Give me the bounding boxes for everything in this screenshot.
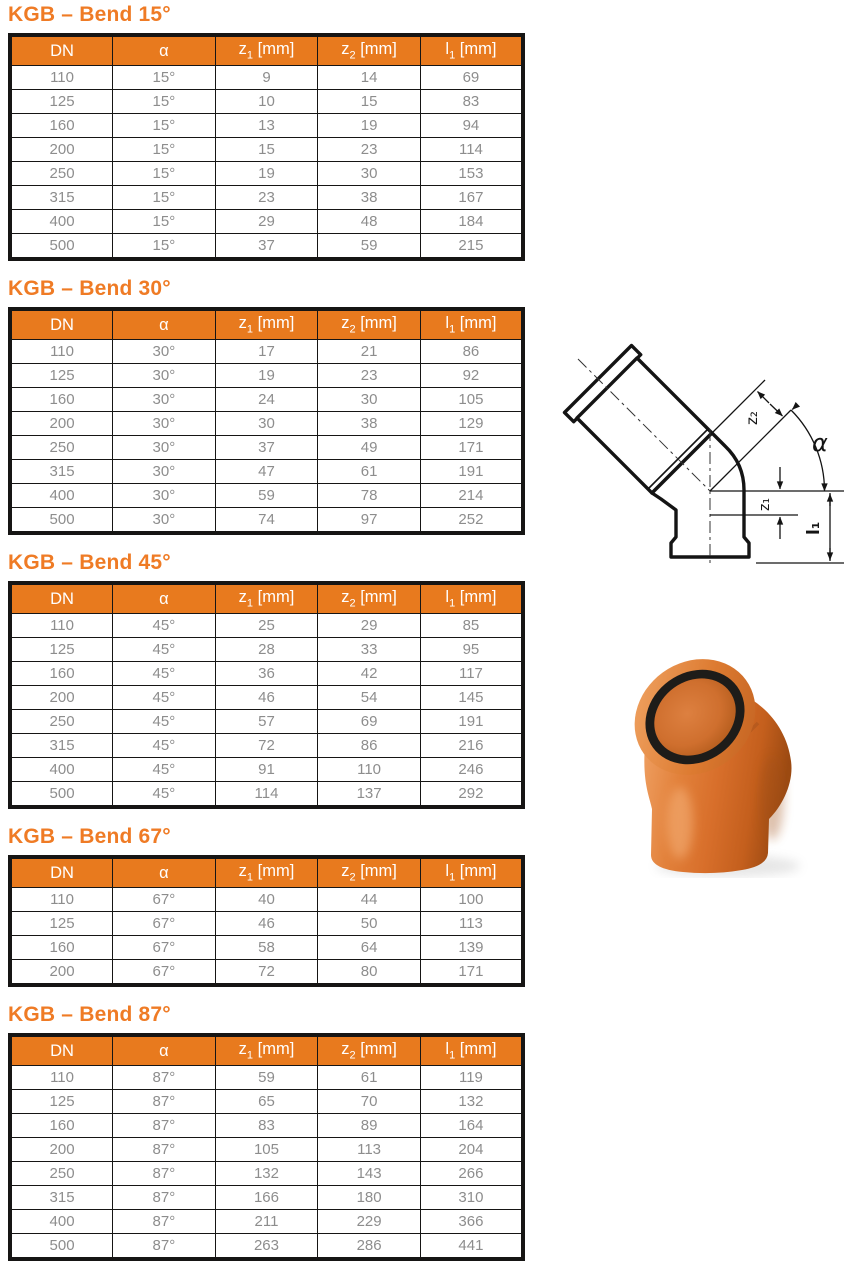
table-cell: 110 bbox=[10, 340, 113, 364]
table-cell: 139 bbox=[420, 936, 523, 960]
table-row bbox=[10, 912, 523, 936]
table-cell: 58 bbox=[215, 936, 318, 960]
table-cell: 30 bbox=[215, 412, 318, 436]
table-cell: 17 bbox=[215, 340, 318, 364]
table-cell: 252 bbox=[420, 508, 523, 534]
table-cell: 125 bbox=[10, 1090, 113, 1114]
column-header: $l_1$ [mm] bbox=[420, 583, 523, 614]
section-bend-67 bbox=[8, 825, 525, 987]
table-row bbox=[10, 138, 523, 162]
table-cell: 15 bbox=[318, 90, 421, 114]
table-cell: 110 bbox=[318, 758, 421, 782]
table-cell: 171 bbox=[420, 436, 523, 460]
table-cell: 366 bbox=[420, 1210, 523, 1234]
table-cell: 45° bbox=[113, 614, 216, 638]
column-header: $l_1$ [mm] bbox=[420, 857, 523, 888]
section-title: KGB – Bend 87° bbox=[8, 1003, 171, 1026]
table-cell: 95 bbox=[420, 638, 523, 662]
table-cell: 30° bbox=[113, 436, 216, 460]
column-header: $l_1$ [mm] bbox=[420, 35, 523, 66]
table-cell: 500 bbox=[10, 508, 113, 534]
column-header: $z_2$ [mm] bbox=[318, 1035, 421, 1066]
table-row bbox=[10, 1162, 523, 1186]
table-cell: 204 bbox=[420, 1138, 523, 1162]
table-cell: 125 bbox=[10, 90, 113, 114]
header-row bbox=[10, 309, 523, 340]
table-cell: 191 bbox=[420, 710, 523, 734]
table-cell: 61 bbox=[318, 1066, 421, 1090]
table-cell: 25 bbox=[215, 614, 318, 638]
table-row bbox=[10, 364, 523, 388]
table-row bbox=[10, 436, 523, 460]
table-cell: 19 bbox=[215, 162, 318, 186]
table-cell: 110 bbox=[10, 66, 113, 90]
table-cell: 19 bbox=[215, 364, 318, 388]
table-cell: 125 bbox=[10, 364, 113, 388]
table-cell: 69 bbox=[420, 66, 523, 90]
table-cell: 10 bbox=[215, 90, 318, 114]
table-cell: 315 bbox=[10, 460, 113, 484]
table-cell: 117 bbox=[420, 662, 523, 686]
table-cell: 250 bbox=[10, 162, 113, 186]
table-cell: 30 bbox=[318, 388, 421, 412]
table-cell: 160 bbox=[10, 114, 113, 138]
table-row bbox=[10, 888, 523, 912]
table-cell: 78 bbox=[318, 484, 421, 508]
table-cell: 200 bbox=[10, 1138, 113, 1162]
label-z1: z₁ bbox=[757, 498, 773, 511]
column-header: DN bbox=[10, 35, 113, 66]
table-cell: 166 bbox=[215, 1186, 318, 1210]
table-cell: 246 bbox=[420, 758, 523, 782]
table-cell: 40 bbox=[215, 888, 318, 912]
table-cell: 23 bbox=[318, 364, 421, 388]
section-bend-30 bbox=[8, 277, 525, 535]
table-cell: 72 bbox=[215, 960, 318, 986]
table-cell: 87° bbox=[113, 1162, 216, 1186]
table-cell: 30° bbox=[113, 484, 216, 508]
table-cell: 67° bbox=[113, 912, 216, 936]
table-cell: 164 bbox=[420, 1114, 523, 1138]
table-cell: 37 bbox=[215, 436, 318, 460]
table-cell: 110 bbox=[10, 1066, 113, 1090]
table-cell: 37 bbox=[215, 234, 318, 260]
table-cell: 250 bbox=[10, 436, 113, 460]
table-cell: 119 bbox=[420, 1066, 523, 1090]
table-row bbox=[10, 340, 523, 364]
table-cell: 87° bbox=[113, 1186, 216, 1210]
table-cell: 137 bbox=[318, 782, 421, 808]
bend-30-table bbox=[8, 307, 525, 535]
table-cell: 9 bbox=[215, 66, 318, 90]
header-row bbox=[10, 583, 523, 614]
table-cell: 400 bbox=[10, 484, 113, 508]
table-cell: 87° bbox=[113, 1114, 216, 1138]
section-title: KGB – Bend 67° bbox=[8, 825, 171, 848]
table-cell: 14 bbox=[318, 66, 421, 90]
table-cell: 65 bbox=[215, 1090, 318, 1114]
table-row bbox=[10, 460, 523, 484]
table-cell: 87° bbox=[113, 1234, 216, 1260]
column-header: DN bbox=[10, 1035, 113, 1066]
table-cell: 214 bbox=[420, 484, 523, 508]
table-cell: 19 bbox=[318, 114, 421, 138]
table-row bbox=[10, 1114, 523, 1138]
table-row bbox=[10, 114, 523, 138]
column-header: DN bbox=[10, 583, 113, 614]
section-title: KGB – Bend 15° bbox=[8, 3, 171, 26]
table-cell: 46 bbox=[215, 686, 318, 710]
column-header: $l_1$ [mm] bbox=[420, 309, 523, 340]
table-cell: 30° bbox=[113, 508, 216, 534]
table-cell: 29 bbox=[215, 210, 318, 234]
table-row bbox=[10, 734, 523, 758]
column-header: $z_1$ [mm] bbox=[215, 35, 318, 66]
table-cell: 86 bbox=[420, 340, 523, 364]
table-cell: 250 bbox=[10, 710, 113, 734]
table-row bbox=[10, 758, 523, 782]
table-cell: 59 bbox=[215, 1066, 318, 1090]
table-cell: 50 bbox=[318, 912, 421, 936]
column-header: $z_1$ [mm] bbox=[215, 1035, 318, 1066]
table-cell: 229 bbox=[318, 1210, 421, 1234]
table-row bbox=[10, 90, 523, 114]
section-title: KGB – Bend 30° bbox=[8, 277, 171, 300]
table-row bbox=[10, 162, 523, 186]
table-cell: 143 bbox=[318, 1162, 421, 1186]
table-cell: 91 bbox=[215, 758, 318, 782]
table-cell: 15° bbox=[113, 138, 216, 162]
table-cell: 315 bbox=[10, 186, 113, 210]
table-cell: 57 bbox=[215, 710, 318, 734]
table-cell: 400 bbox=[10, 758, 113, 782]
table-cell: 28 bbox=[215, 638, 318, 662]
table-row bbox=[10, 1210, 523, 1234]
table-cell: 67° bbox=[113, 888, 216, 912]
table-row bbox=[10, 66, 523, 90]
table-cell: 180 bbox=[318, 1186, 421, 1210]
label-l1: l₁ bbox=[804, 521, 824, 535]
table-cell: 160 bbox=[10, 388, 113, 412]
table-cell: 85 bbox=[420, 614, 523, 638]
table-cell: 89 bbox=[318, 1114, 421, 1138]
table-cell: 70 bbox=[318, 1090, 421, 1114]
table-cell: 125 bbox=[10, 638, 113, 662]
column-header: $z_1$ [mm] bbox=[215, 583, 318, 614]
table-cell: 113 bbox=[318, 1138, 421, 1162]
table-row bbox=[10, 234, 523, 260]
table-cell: 49 bbox=[318, 436, 421, 460]
table-cell: 45° bbox=[113, 710, 216, 734]
bend-45-table bbox=[8, 581, 525, 809]
table-cell: 114 bbox=[215, 782, 318, 808]
table-cell: 184 bbox=[420, 210, 523, 234]
table-cell: 29 bbox=[318, 614, 421, 638]
table-cell: 72 bbox=[215, 734, 318, 758]
table-cell: 211 bbox=[215, 1210, 318, 1234]
table-cell: 171 bbox=[420, 960, 523, 986]
table-cell: 74 bbox=[215, 508, 318, 534]
table-cell: 38 bbox=[318, 186, 421, 210]
table-cell: 200 bbox=[10, 412, 113, 436]
table-cell: 310 bbox=[420, 1186, 523, 1210]
table-cell: 87° bbox=[113, 1066, 216, 1090]
product-photo bbox=[600, 633, 830, 878]
table-cell: 33 bbox=[318, 638, 421, 662]
table-cell: 160 bbox=[10, 936, 113, 960]
table-cell: 132 bbox=[420, 1090, 523, 1114]
table-cell: 15° bbox=[113, 234, 216, 260]
table-cell: 132 bbox=[215, 1162, 318, 1186]
bend-67-table bbox=[8, 855, 525, 987]
table-cell: 191 bbox=[420, 460, 523, 484]
table-cell: 216 bbox=[420, 734, 523, 758]
table-row bbox=[10, 186, 523, 210]
section-title: KGB – Bend 45° bbox=[8, 551, 171, 574]
bend-tables-column bbox=[8, 3, 525, 1277]
table-cell: 92 bbox=[420, 364, 523, 388]
table-cell: 15° bbox=[113, 114, 216, 138]
table-cell: 69 bbox=[318, 710, 421, 734]
table-cell: 200 bbox=[10, 686, 113, 710]
table-cell: 160 bbox=[10, 662, 113, 686]
column-header: α bbox=[113, 309, 216, 340]
bend-15-table bbox=[8, 33, 525, 261]
table-cell: 87° bbox=[113, 1138, 216, 1162]
column-header: $z_2$ [mm] bbox=[318, 35, 421, 66]
table-row bbox=[10, 388, 523, 412]
table-cell: 266 bbox=[420, 1162, 523, 1186]
table-row bbox=[10, 412, 523, 436]
table-cell: 15° bbox=[113, 90, 216, 114]
table-cell: 67° bbox=[113, 936, 216, 960]
column-header: $z_2$ [mm] bbox=[318, 309, 421, 340]
table-row bbox=[10, 960, 523, 986]
column-header: α bbox=[113, 583, 216, 614]
bend-outline bbox=[565, 346, 750, 558]
table-cell: 87° bbox=[113, 1210, 216, 1234]
table-cell: 23 bbox=[215, 186, 318, 210]
body-highlight bbox=[667, 787, 693, 859]
table-cell: 315 bbox=[10, 734, 113, 758]
section-bend-45 bbox=[8, 551, 525, 809]
table-cell: 110 bbox=[10, 614, 113, 638]
table-cell: 153 bbox=[420, 162, 523, 186]
table-cell: 67° bbox=[113, 960, 216, 986]
table-cell: 113 bbox=[420, 912, 523, 936]
table-cell: 83 bbox=[215, 1114, 318, 1138]
table-cell: 59 bbox=[318, 234, 421, 260]
table-row bbox=[10, 1066, 523, 1090]
table-cell: 292 bbox=[420, 782, 523, 808]
column-header: $l_1$ [mm] bbox=[420, 1035, 523, 1066]
table-cell: 21 bbox=[318, 340, 421, 364]
section-bend-87 bbox=[8, 1003, 525, 1261]
table-cell: 105 bbox=[420, 388, 523, 412]
table-cell: 23 bbox=[318, 138, 421, 162]
table-row bbox=[10, 1138, 523, 1162]
table-cell: 83 bbox=[420, 90, 523, 114]
table-cell: 15 bbox=[215, 138, 318, 162]
section-bend-15 bbox=[8, 3, 525, 261]
table-cell: 441 bbox=[420, 1234, 523, 1260]
table-row bbox=[10, 1090, 523, 1114]
table-cell: 13 bbox=[215, 114, 318, 138]
table-row bbox=[10, 508, 523, 534]
header-row bbox=[10, 1035, 523, 1066]
table-row bbox=[10, 484, 523, 508]
dimension-diagram bbox=[558, 333, 850, 570]
bend-87-table bbox=[8, 1033, 525, 1261]
table-cell: 100 bbox=[420, 888, 523, 912]
table-cell: 315 bbox=[10, 1186, 113, 1210]
table-cell: 45° bbox=[113, 662, 216, 686]
column-header: α bbox=[113, 1035, 216, 1066]
table-row bbox=[10, 638, 523, 662]
table-cell: 44 bbox=[318, 888, 421, 912]
table-cell: 30 bbox=[318, 162, 421, 186]
table-cell: 129 bbox=[420, 412, 523, 436]
table-cell: 46 bbox=[215, 912, 318, 936]
table-cell: 86 bbox=[318, 734, 421, 758]
table-cell: 24 bbox=[215, 388, 318, 412]
table-cell: 263 bbox=[215, 1234, 318, 1260]
table-cell: 500 bbox=[10, 234, 113, 260]
table-cell: 15° bbox=[113, 162, 216, 186]
column-header: DN bbox=[10, 309, 113, 340]
table-cell: 38 bbox=[318, 412, 421, 436]
table-cell: 125 bbox=[10, 912, 113, 936]
table-cell: 45° bbox=[113, 686, 216, 710]
table-row bbox=[10, 1234, 523, 1260]
column-header: α bbox=[113, 857, 216, 888]
table-cell: 45° bbox=[113, 782, 216, 808]
table-cell: 80 bbox=[318, 960, 421, 986]
table-cell: 105 bbox=[215, 1138, 318, 1162]
table-cell: 87° bbox=[113, 1090, 216, 1114]
table-row bbox=[10, 1186, 523, 1210]
table-cell: 45° bbox=[113, 638, 216, 662]
column-header: $z_1$ [mm] bbox=[215, 309, 318, 340]
table-cell: 94 bbox=[420, 114, 523, 138]
table-cell: 15° bbox=[113, 210, 216, 234]
table-cell: 500 bbox=[10, 782, 113, 808]
table-cell: 48 bbox=[318, 210, 421, 234]
table-row bbox=[10, 210, 523, 234]
table-cell: 215 bbox=[420, 234, 523, 260]
table-cell: 500 bbox=[10, 1234, 113, 1260]
table-cell: 400 bbox=[10, 1210, 113, 1234]
table-cell: 30° bbox=[113, 388, 216, 412]
table-row bbox=[10, 782, 523, 808]
table-cell: 160 bbox=[10, 1114, 113, 1138]
table-cell: 45° bbox=[113, 758, 216, 782]
column-header: $z_1$ [mm] bbox=[215, 857, 318, 888]
table-cell: 15° bbox=[113, 66, 216, 90]
table-cell: 167 bbox=[420, 186, 523, 210]
table-cell: 45° bbox=[113, 734, 216, 758]
table-cell: 400 bbox=[10, 210, 113, 234]
table-row bbox=[10, 614, 523, 638]
table-cell: 250 bbox=[10, 1162, 113, 1186]
header-row bbox=[10, 857, 523, 888]
table-cell: 30° bbox=[113, 412, 216, 436]
label-z2: z₂ bbox=[743, 411, 761, 425]
table-cell: 59 bbox=[215, 484, 318, 508]
table-cell: 30° bbox=[113, 460, 216, 484]
body-shade bbox=[760, 756, 784, 840]
table-cell: 30° bbox=[113, 340, 216, 364]
table-row bbox=[10, 686, 523, 710]
table-cell: 54 bbox=[318, 686, 421, 710]
table-cell: 110 bbox=[10, 888, 113, 912]
table-cell: 145 bbox=[420, 686, 523, 710]
table-cell: 42 bbox=[318, 662, 421, 686]
table-row bbox=[10, 662, 523, 686]
table-cell: 114 bbox=[420, 138, 523, 162]
label-alpha: α bbox=[812, 429, 828, 457]
table-cell: 200 bbox=[10, 138, 113, 162]
table-cell: 200 bbox=[10, 960, 113, 986]
table-cell: 36 bbox=[215, 662, 318, 686]
table-cell: 30° bbox=[113, 364, 216, 388]
table-cell: 286 bbox=[318, 1234, 421, 1260]
column-header: DN bbox=[10, 857, 113, 888]
column-header: α bbox=[113, 35, 216, 66]
table-row bbox=[10, 710, 523, 734]
table-row bbox=[10, 936, 523, 960]
column-header: $z_2$ [mm] bbox=[318, 583, 421, 614]
table-cell: 61 bbox=[318, 460, 421, 484]
column-header: $z_2$ [mm] bbox=[318, 857, 421, 888]
table-cell: 15° bbox=[113, 186, 216, 210]
table-cell: 97 bbox=[318, 508, 421, 534]
table-cell: 47 bbox=[215, 460, 318, 484]
table-cell: 64 bbox=[318, 936, 421, 960]
header-row bbox=[10, 35, 523, 66]
